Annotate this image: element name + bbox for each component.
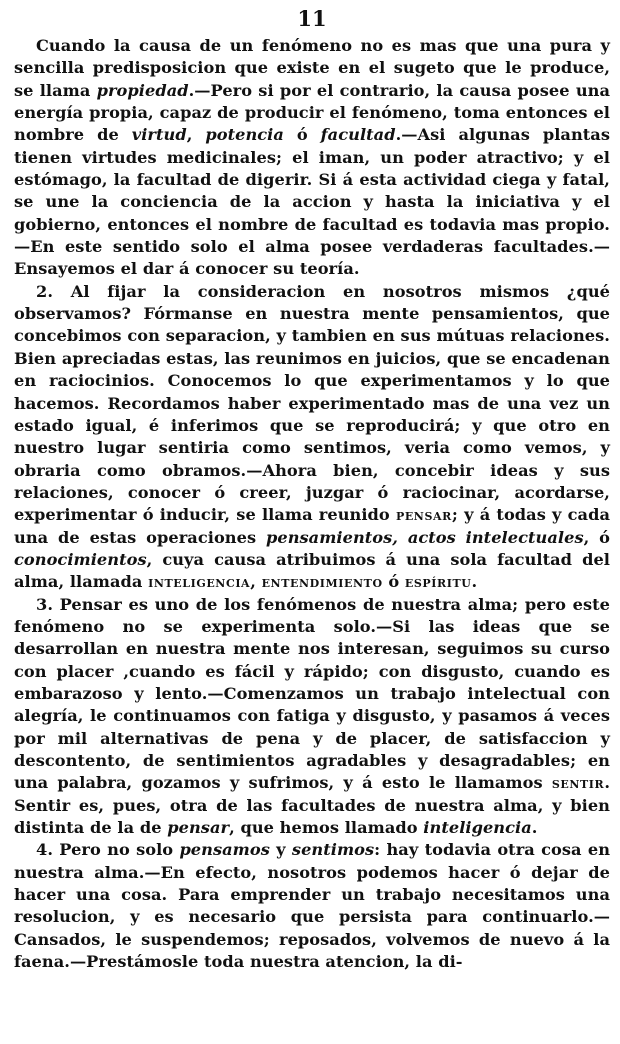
italic-term: pensamientos, actos intelectuales	[265, 527, 584, 547]
text-run: Cuando la causa de un fenómeno no es mas que una pura y sencilla predisposicion que existe en el sugeto que le produce, se llama	[14, 36, 610, 100]
italic-term: pensamos	[179, 840, 270, 860]
page-number: 11	[297, 6, 327, 31]
text-run: ; y á todas y cada una de estas operaciones	[14, 505, 611, 547]
text-run: .	[531, 818, 538, 838]
paragraph-3	[14, 594, 610, 840]
paragraph-2	[14, 281, 610, 594]
paragraph-1	[14, 35, 610, 281]
text-run: ,	[186, 125, 206, 145]
italic-term: pensar	[167, 818, 230, 838]
text-run: 2. Al fijar la consideracion en nosotros mismos ¿qué observamos? Fórmanse en nuestra mente pensamientos, que concebimos con separacion, y tambien en sus mútuas relaciones. Bien apreciadas estas, las reunimos en juicios, que se encadenan en raciocinios. Conocemos lo que experimentamos y lo que hacemos. Recordamos haber experimentado mas de una vez un estado igual, é inferimos que se reproducirá; y que otro en nuestro lugar sentiria como sentimos, veria como vemos, y obraria como obramos.—Ahora bien, concebir ideas y sus relaciones, conocer ó creer, juzgar ó raciocinar, acordarse, experimentar ó inducir, se llama reunido	[14, 281, 610, 525]
text-run: . Sentir es, pues, otra de las facultades de nuestra alma, y bien distinta de la de	[14, 773, 610, 838]
paragraph-4	[14, 839, 610, 973]
smallcaps-term: espíritu	[404, 573, 472, 592]
text-run: , que hemos llamado	[229, 818, 424, 838]
smallcaps-term: inteligencia	[148, 573, 251, 592]
text-run: .—Asi algunas plantas tienen virtudes medicinales; el iman, un poder atractivo; y el estómago, la facultad de digerir. Si á esta actividad ciega y fatal, se une la conciencia de la accion y hasta la iniciativa y el gobierno, entonces el nombre de facultad es todavia mas propio.—En este sentido solo el alma posee verdaderas facultades.—Ensayemos el dar á conocer su teoría.	[14, 125, 610, 279]
text-run: , ó	[583, 527, 610, 547]
text-run: ó	[382, 572, 405, 592]
smallcaps-term: pensar	[395, 506, 452, 525]
italic-term: sentimos	[291, 840, 375, 860]
italic-term: facultad	[320, 125, 396, 145]
text-run: .	[471, 572, 478, 592]
text-run: ,	[250, 572, 262, 592]
italic-term: potencia	[205, 125, 284, 145]
italic-term: propiedad	[96, 80, 189, 100]
italic-term: inteligencia	[423, 818, 532, 838]
text-run: , cuya causa atribuimos á una sola facultad del alma, llamada	[14, 549, 610, 592]
text-run: y	[269, 840, 292, 860]
text-run: .—Pero si por el contrario, la causa posee una energía propia, capaz de producir el fenómeno, toma entonces el nombre de	[14, 80, 610, 145]
text-run: : hay todavia otra cosa en nuestra alma.—En efecto, nosotros podemos hacer ó dejar de hacer una cosa. Para emprender un trabajo necesitamos una resolucion, y es necesario que persista para continuarlo.—Cansados, le suspendemos; reposados, volvemos de nuevo á la faena.—Prestámosle toda nuestra atencion, la di-	[14, 840, 611, 972]
smallcaps-term: entendimiento	[261, 573, 383, 592]
italic-term: virtud	[131, 125, 187, 145]
text-run: 3. Pensar es uno de los fenómenos de nuestra alma; pero este fenómeno no se experimenta solo.—Si las ideas que se desarrollan en nuestra mente nos interesan, seguimos su curso con placer ,cuando es fácil y rápido; con disgusto, cuando es embarazoso y lento.—Comenzamos un trabajo intelectual con alegría, le continuamos con fatiga y disgusto, y pasamos á veces por mil alternativas de pena y de placer, de satisfaccion y descontento, de sentimientos agradables y desagradables; en una palabra, gozamos y sufrimos, y á esto le llamamos	[14, 594, 610, 793]
text-run: 4. Pero no solo	[36, 840, 180, 860]
smallcaps-term: sentir	[551, 774, 605, 793]
text-run: ó	[283, 125, 321, 145]
italic-term: conocimientos	[14, 549, 147, 569]
